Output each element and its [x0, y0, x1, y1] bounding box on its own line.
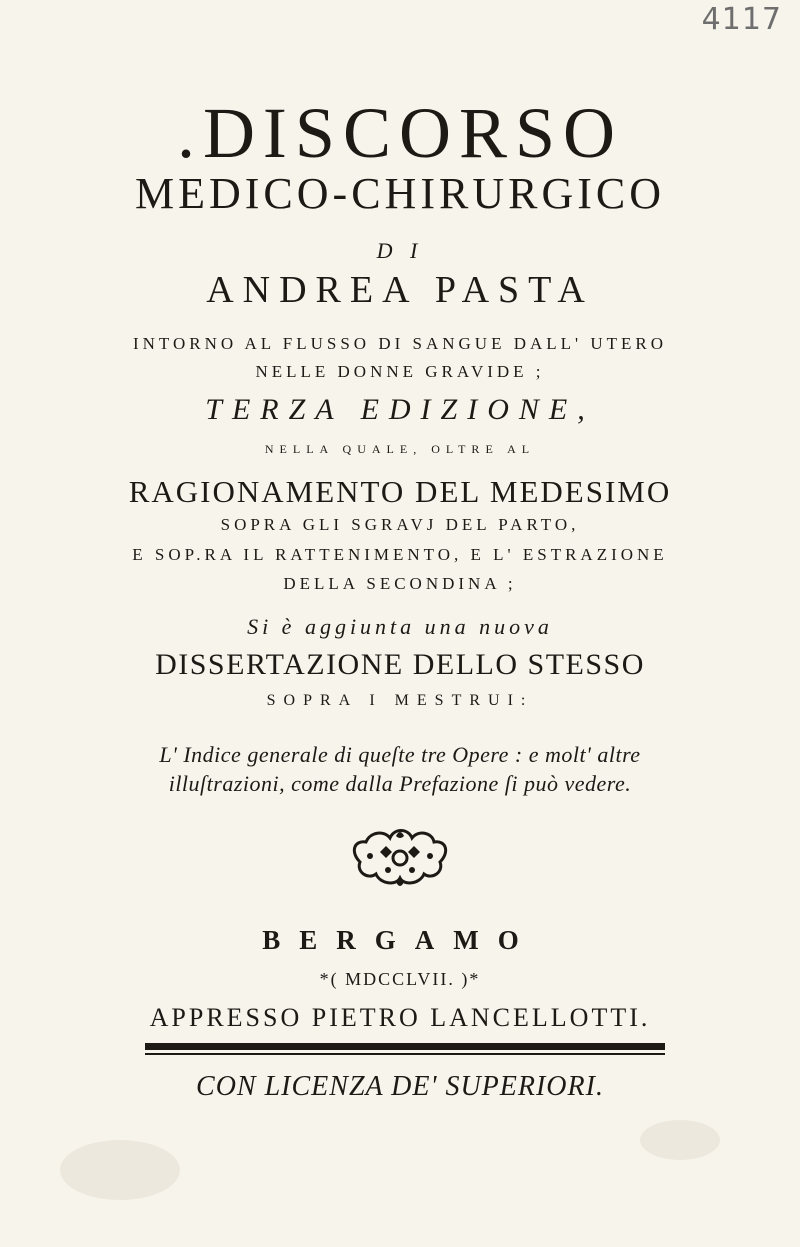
sopra-line-2: E SOP.RA IL RATTENIMENTO, E L' ESTRAZIONE — [132, 545, 668, 564]
imprint-printer: APPRESSO PIETRO LANCELLOTTI. — [149, 1003, 651, 1032]
title-di: D I — [376, 238, 424, 263]
imprint-year: *( MDCCLVII. )* — [319, 969, 481, 989]
title-discorso: .DISCORSO — [176, 93, 624, 173]
paper-stain — [60, 1140, 180, 1200]
license-line: CON LICENZA DE' SUPERIORI. — [196, 1071, 604, 1102]
shelfmark-number: 4117 — [701, 2, 782, 37]
ragionamento-heading: RAGIONAMENTO DEL MEDESIMO — [128, 474, 672, 509]
mestrui-line: SOPRA I MESTRUI: — [266, 692, 534, 709]
sopra-line-3: DELLA SECONDINA ; — [283, 574, 517, 593]
paper-stain — [640, 1120, 720, 1160]
divider-rule-thin — [145, 1053, 665, 1055]
subtitle-line-2: NELLE DONNE GRAVIDE ; — [255, 362, 545, 381]
printer-ornament-icon — [340, 822, 460, 894]
imprint-city: BERGAMO — [262, 925, 538, 955]
note-line-2: illuſtrazioni, come dalla Prefazione ſi può vedere. — [168, 771, 632, 796]
divider-rule-thick — [145, 1043, 665, 1050]
dissertazione-heading: DISSERTAZIONE DELLO STESSO — [155, 648, 645, 681]
aggiunta-line: Si è aggiunta una nuova — [247, 614, 553, 639]
title-medico-chirurgico: MEDICO-CHIRURGICO — [135, 169, 665, 218]
sopra-line-1: SOPRA GLI SGRAVJ DEL PARTO, — [220, 515, 580, 534]
edition-statement: TERZA EDIZIONE, — [205, 393, 595, 426]
author-name: ANDREA PASTA — [206, 269, 594, 311]
nella-quale-line: NELLA QUALE, OLTRE AL — [264, 442, 536, 456]
note-line-1: L' Indice generale di queſte tre Opere : e molt' altre — [159, 742, 641, 767]
subtitle-line-1: INTORNO AL FLUSSO DI SANGUE DALL' UTERO — [132, 334, 667, 353]
